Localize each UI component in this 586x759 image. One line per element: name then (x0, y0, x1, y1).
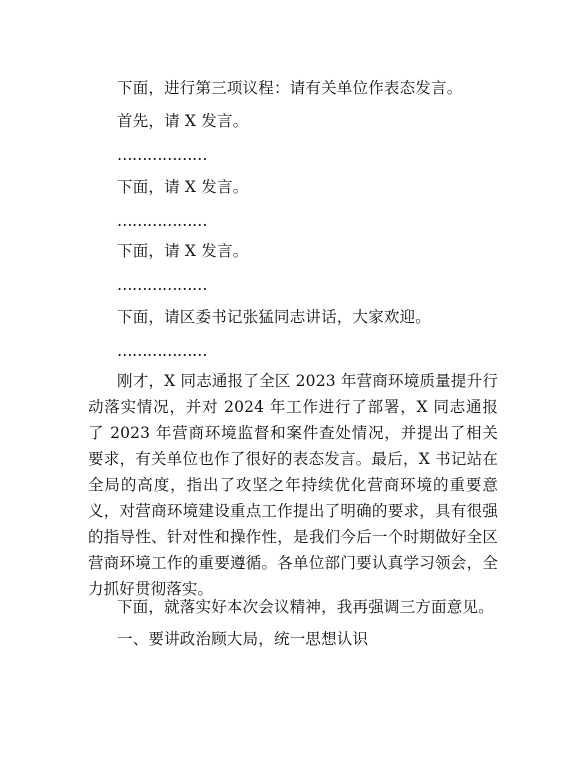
secretary-speech-intro: 下面，请区委书记张猛同志讲话，大家欢迎。 (117, 308, 432, 326)
summary-paragraph: 刚才，X 同志通报了全区 2023 年营商环境质量提升行动落实情况，并对 2024 年工作进行了部署，X 同志通报了 2023 年营商环境监督和案件查处情况，并提出了相关要求，有关单位也作了很好的表态发言。最后，X 书记站在全局的高度，指出了攻坚之年持续优化营商环境的重要意义，对营商环境建设重点工作提出了明确的要求，具有很强的指导性、针对性和操作性，是我们今后一个时期做好全区营商环境工作的重要遵循。各单位部门要认真学习领会，全力抓好贯彻落实。 (88, 372, 498, 598)
ellipsis-4: ……………… (117, 342, 207, 360)
speaker-first: 首先，请 X 发言。 (117, 112, 249, 130)
speaker-next-1: 下面，请 X 发言。 (117, 178, 249, 196)
ellipsis-1: ……………… (117, 146, 207, 164)
agenda-item-three: 下面，进行第三项议程：请有关单位作表态发言。 (117, 79, 463, 97)
ellipsis-3: ……………… (117, 276, 207, 294)
emphasis-paragraph: 下面，就落实好本次会议精神，我再强调三方面意见。 (117, 598, 494, 616)
speaker-next-2: 下面，请 X 发言。 (117, 242, 249, 260)
section-heading-one: 一、要讲政治顾大局，统一思想认识 (117, 630, 369, 648)
ellipsis-2: ……………… (117, 212, 207, 230)
